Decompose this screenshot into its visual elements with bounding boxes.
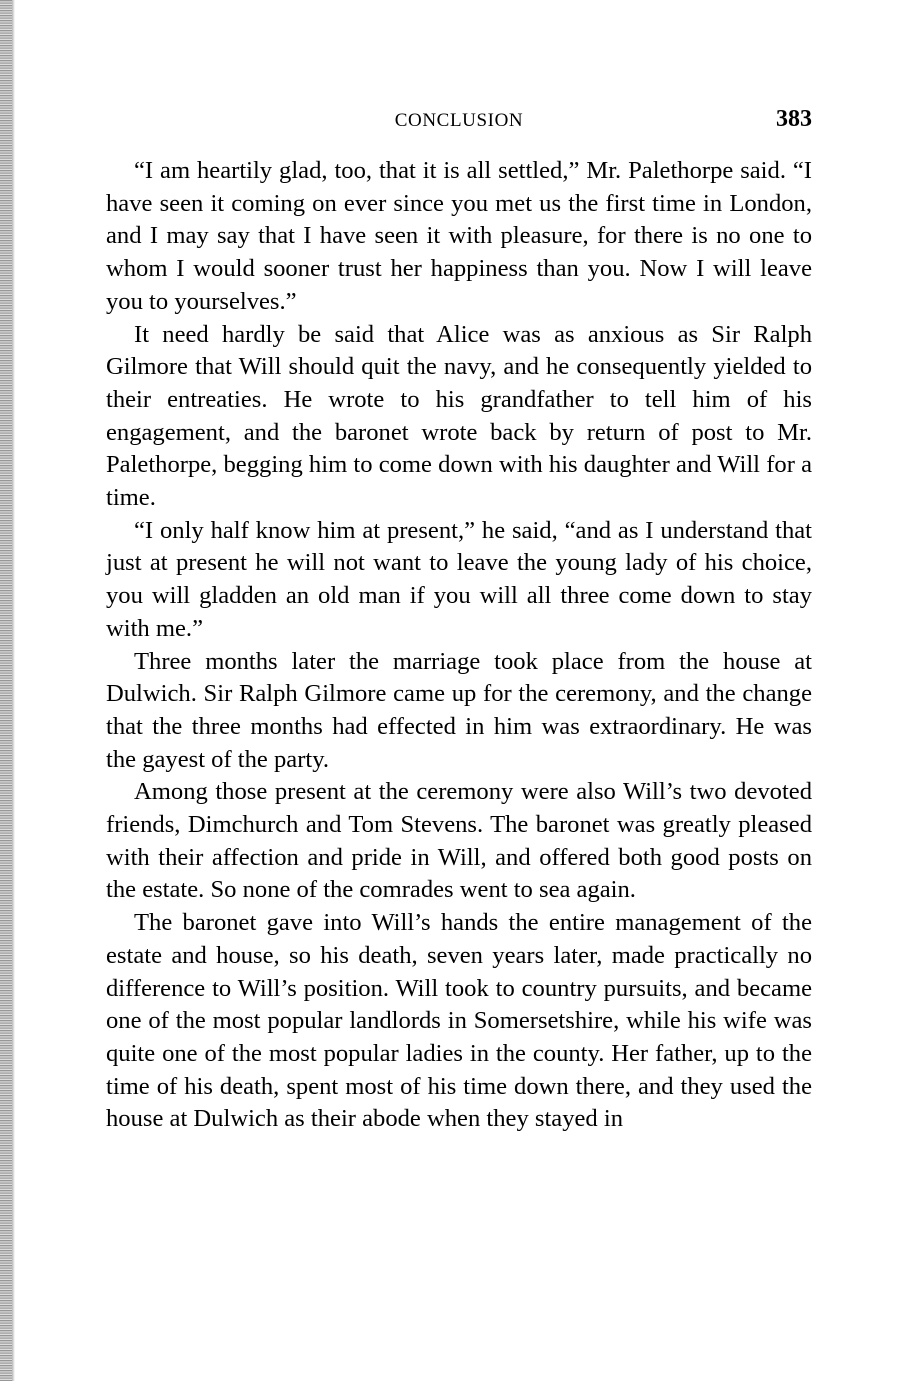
binding-edge bbox=[0, 0, 12, 1381]
paragraph: “I only half know him at present,” he said, “and as I understand that just at present he will not want to leave the young lady of his choice, you will gladden an old man if you will all three come down to stay with me.” bbox=[106, 516, 812, 642]
chapter-title: CONCLUSION bbox=[394, 110, 524, 131]
paragraph: Three months later the marriage took place from the house at Dulwich. Sir Ralph Gilmore came up for the ceremony, and the change that the three months had effected in him was extraordinary. He was the gayest of the party. bbox=[106, 647, 812, 773]
paragraph: The baronet gave into Will’s hands the entire management of the estate and house, so his death, seven years later, made practically no difference to Will’s position. Will took to country pursuits, and became one of the most popular landlords in Somersetshire, while his wife was quite one of the most popular ladies in the county. Her father, up to the time of his death, spent most of his time down there, and they used the house at Dulwich as their abode when they stayed in bbox=[106, 909, 812, 1133]
page-number: 383 bbox=[776, 106, 812, 132]
running-head bbox=[106, 106, 812, 136]
body-text bbox=[106, 155, 812, 1136]
paragraph: Among those present at the ceremony were also Will’s two devoted friends, Dimchurch and Tom Stevens. The baronet was greatly pleased with their affection and pride in Will, and offered both good posts on the estate. So none of the comrades went to sea again. bbox=[106, 778, 812, 904]
paragraph: “I am heartily glad, too, that it is all settled,” Mr. Palethorpe said. “I have seen it coming on ever since you met us the first time in London, and I may say that I have seen it with pleasure, for there is no one to whom I would sooner trust her happiness than you. Now I will leave you to yourselves.” bbox=[106, 157, 812, 315]
paragraph: It need hardly be said that Alice was as anxious as Sir Ralph Gilmore that Will should quit the navy, and he consequently yielded to their entreaties. He wrote to his grandfather to tell him of his engagement, and the baronet wrote back by return of post to Mr. Palethorpe, begging him to come down with his daughter and Will for a time. bbox=[106, 320, 812, 512]
